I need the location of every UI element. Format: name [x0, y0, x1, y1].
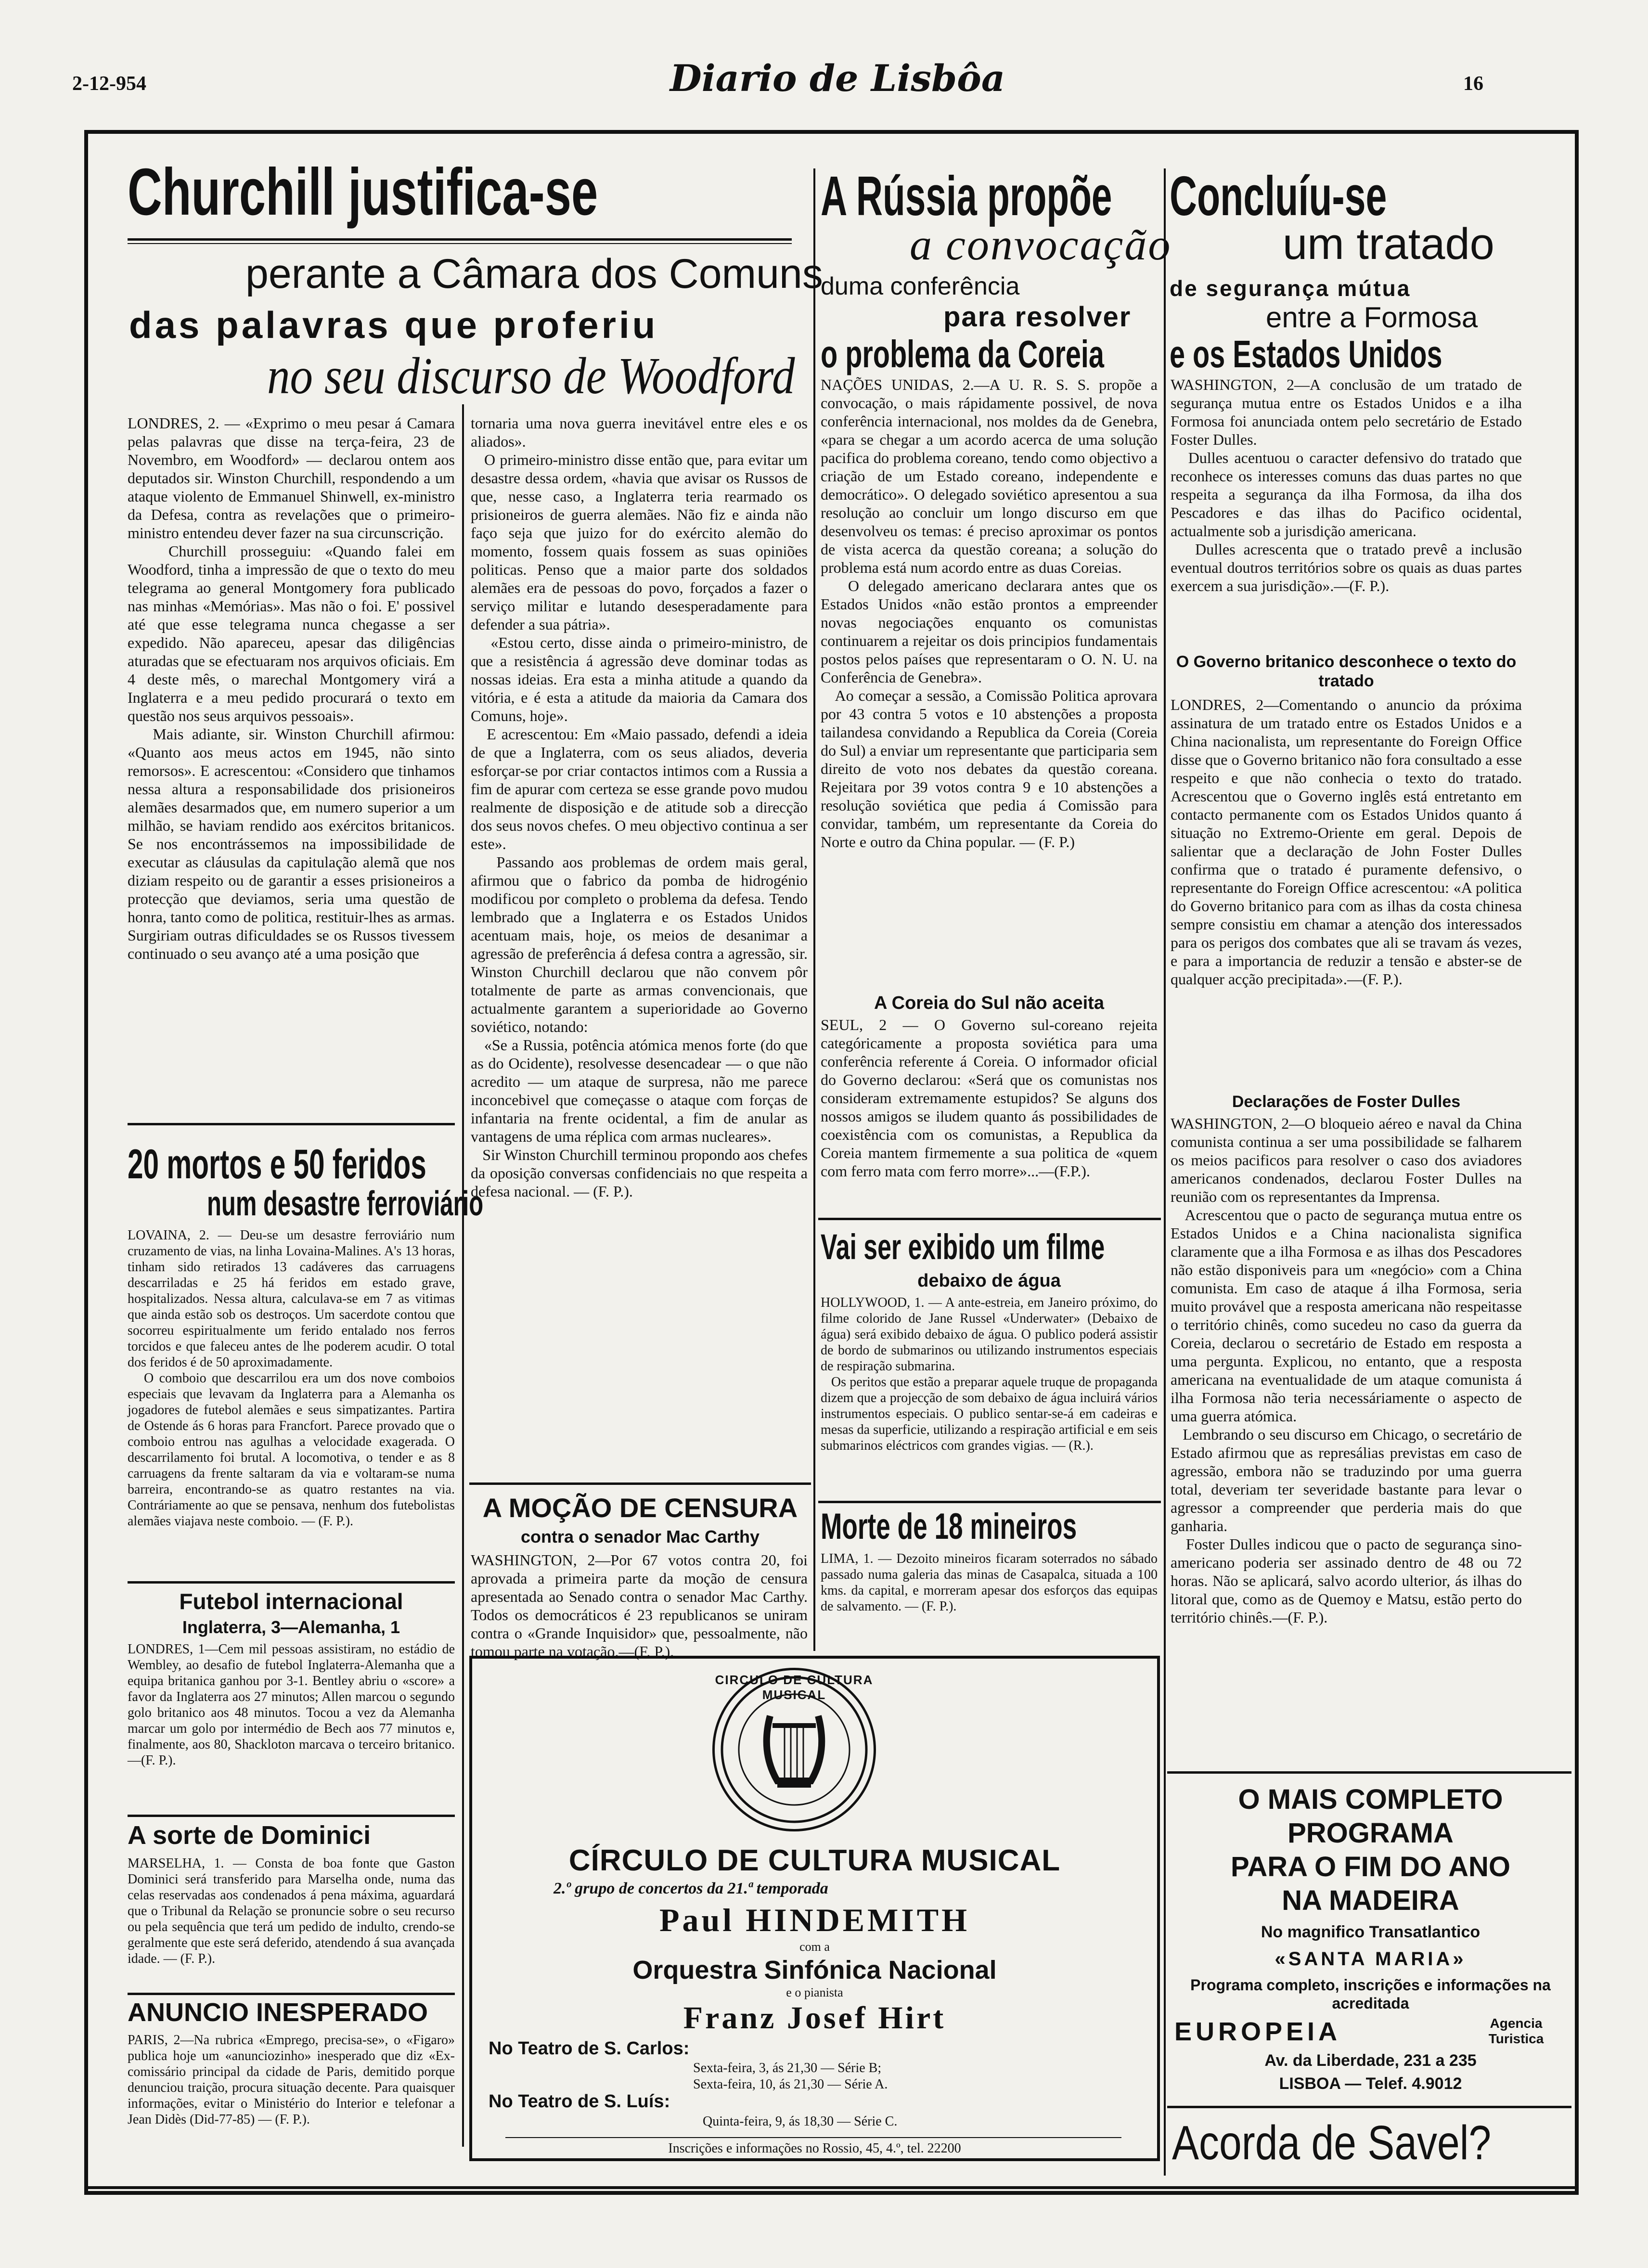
formosa-body: WASHINGTON, 2—A conclusão de um tratado de segurança mutua entre os Estados Unidos e a ilha Formosa foi anunciada ontem pelo secretário de Estado Foster Dulles. Dulles acentuou o caracter defensivo do tratado que reconhece os interesses comuns das duas partes no que respeita a segurança da ilha Formosa, da ilha dos Pescadores e das ilhas do Pacifico ocidental, actualmente sob a jurisdição americana. Dulles acrescenta que o tratado prevê a inclusão eventual doutros territórios sobre os quais as duas partes exercem a sua jurisdição».—(F. P.).	[1171, 376, 1522, 594]
section-rule	[128, 1123, 455, 1125]
section-rule	[1167, 1771, 1571, 1774]
churchill-headline: Churchill justifica-se	[128, 155, 598, 229]
section-rule	[818, 1218, 1161, 1220]
section-rule	[469, 1482, 811, 1485]
churchill-deck-1: perante a Câmara dos Comuns	[245, 251, 823, 297]
russia-deck-1: a convocação	[910, 220, 1172, 269]
football-headline: Futebol internacional	[179, 1589, 403, 1614]
formosa-headline: Concluíu-se	[1170, 165, 1387, 227]
ad-surprise-body: PARIS, 2—Na rubrica «Emprego, precisa-se», o «Figaro» publica hoje um «anunciozinho» inesperado que diz «Ex-comissário principal da cidade de Paris, demitido porque denunciou traição, procura situação decente. Para quaisquer informações, evitar o Ministério do Interior e telefonar a Jean Didès (Did-77-85) — (F. P.).	[128, 2033, 458, 2127]
section-rule	[128, 1815, 455, 1817]
churchill-column-2: tornaria uma nova guerra inevitável entre eles e os aliados». O primeiro-ministro disse então que, para evitar um desastre dessa ordem, «havia que avisar os Russos de que, nesse caso, a Inglaterra teria rearmado os prisioneiros de guerra alemães. Não fiz e ainda não faço seja que juizo for do exército alemão do momento, fossem quais fossem as suas opiniões politicas. Penso que a maior parte dos soldados alemães era de pessoas do povo, forçados a fazer o serviço militar e lutando desesperadamente para defender a sua pátria». «Estou certo, disse ainda o primeiro-ministro, de que a resistência á agressão deve dominar todas as nossas ideias. Era esta a minha atitude a quando da vitória, e é esta a atitude da maioria da Camara dos Comuns, hoje». E acrescentou: Em «Maio passado, defendi a ideia de que a Inglaterra, com os seus aliados, deveria esforçar-se por criar contactos intimos com a Russia a fim de apurar com certeza se esse grande povo mudou realmente de disposição e de atitude sob a direcção dos seus novos chefes. O meu objectivo continua a ser este». Passando aos problemas de ordem mais geral, afirmou que o fabrico da pomba de hidrogénio modificou por completo o problema da defesa. Tendo lembrado que a Inglaterra e os Estados Unidos acentuam mais, hoje, os meios de desanimar a agressão de preferência á defesa contra a agressão, sir. Winston Churchill declarou que não convem pôr totalmente de parte as armas convencionais, que actualmente garantem a superioridade ao Governo soviético, notando: «Se a Russia, potência atómica menos forte (do que as do Ocidente), resolvesse desencadear — o que não acredito — um ataque de surpresa, não me parece inconcebivel que começasse o ataque com forças de infantaria na frente ocidental, a fim de anular as vantagens de uma réplica com armas nucleares». Sir Winston Churchill terminou propondo aos chefes da oposição conversas confidenciais no que respeita a defesa nacional. — (F. P.).	[471, 414, 808, 1200]
concert-footer: Inscrições e informações no Rossio, 45, 4.º, tel. 22200	[668, 2141, 961, 2156]
venue-s-luis: No Teatro de S. Luís:	[489, 2091, 670, 2112]
concert-title: CÍRCULO DE CULTURA MUSICAL	[568, 1844, 1061, 1877]
section-rule	[1167, 2106, 1571, 2108]
uk-unaware-headline: O Governo britanico desconhece o texto do tratado	[1176, 653, 1517, 690]
madeira-line-7: Programa completo, inscrições e informações na acreditada	[1190, 1976, 1551, 2012]
censure-subhead: contra o senador Mac Carthy	[520, 1527, 760, 1546]
pianist-intro: e o pianista	[786, 1985, 843, 1999]
russia-deck-3: para resolver	[943, 301, 1132, 333]
dominici-body: MARSELHA, 1. — Consta de boa fonte que Gaston Dominici será transferido para Marselha onde, numa das celas reservadas aos condenados á pena máxima, aguardará que o Tribunal da Relação se pronuncie sobre o seu recurso ou pela sequência que terá um pedido de indulto, crendo-se geralmente que este será deferido, atendendo á sua avançada idade. — (F. P.).	[128, 1856, 458, 1966]
madeira-ship-name: «SANTA MARIA»	[1275, 1948, 1467, 1970]
issue-date: 2-12-954	[72, 73, 146, 95]
uk-unaware-body: LONDRES, 2—Comentando o anuncio da próxima assinatura de um tratado entre os Estados Unidos e a China nacionalista, um representante do Foreign Office disse que o Governo britanico não fora consultado a esse respeito e que não conhecia o texto do tratado. Acrescentou que o Governo inglês está entretanto em contacto permanente com os Estados Unidos quanto á situação no Extremo-Oriente em geral. Depois de salientar que a declaração de John Foster Dulles confirma que o tratado é puramente defensivo, o representante do Foreign Office acrescentou: «A politica do Governo britanico para com as ilhas da costa chinesa sempre consistiu em chamar a atenção dos interessados para os perigos dos combates que ali se travam ás vezes, e para a importancia de reduzir a tensão e abster-se de qualquer acção precipitada».—(F. P.).	[1171, 696, 1526, 988]
russia-deck-4: o problema da Coreia	[821, 333, 1104, 375]
madeira-line-4: NA MADEIRA	[1282, 1885, 1459, 1916]
headline-rule	[128, 238, 792, 241]
agency-brand: EUROPEIA	[1174, 2017, 1341, 2046]
agency-phone: LISBOA — Telef. 4.9012	[1279, 2075, 1462, 2093]
rail-headline-1: 20 mortos e 50 feridos	[128, 1141, 426, 1187]
page-number: 16	[1463, 73, 1483, 95]
madeira-line-5: No magnifico Transatlantico	[1261, 1923, 1481, 1941]
pianist-name: Franz Josef Hirt	[683, 2000, 946, 2036]
madeira-line-2: PROGRAMA	[1288, 1817, 1454, 1849]
football-body: LONDRES, 1—Cem mil pessoas assistiram, no estádio de Wembley, ao desafio de futebol Inglaterra-Alemanha que a equipa britanica ganhou por 3-1. Bentley abriu o «score» a favor da Inglaterra aos 27 minutos; Allen marcou o segundo golo britanico aos 48 minutos. Tocou a vez da Alemanha marcar um golo por intermédio de Bech aos 77 minutos e, finalmente, aos 80, Shackloton marcava o terceiro britanico.—(F. P.).	[128, 1642, 458, 1768]
dominici-headline: A sorte de Dominici	[128, 1821, 371, 1850]
section-rule	[818, 1501, 1161, 1503]
film-headline: Vai ser exibido um filme	[821, 1227, 1105, 1267]
miners-headline: Morte de 18 mineiros	[821, 1506, 1077, 1547]
column-divider-1	[462, 404, 464, 2147]
formosa-deck-2: de segurança mútua	[1170, 276, 1411, 301]
rail-body: LOVAINA, 2. — Deu-se um desastre ferroviário num cruzamento de vias, na linha Lovaina-Malines. A's 13 horas, tinham sido retirados 13 cadáveres das carruagens descarriladas e 25 há feridos em estado grave, hospitalizados. Nessa altura, calculava-se em 7 as vitimas que ainda estão sob os destroços. Um sacerdote contou que socorreu espiritualmente um ferido entalado nos ferros torcidos e que faleceu antes de lhe poderem acudir. O total dos feridos é de 50 aproximadamente. O comboio que descarrilou era um dos nove comboios especiais que levavam da Inglaterra para a Alemanha os jogadores de futebol alemães e seus simpatizantes. Partira de Ostende ás 6 horas para Francfort. Parece provado que o comboio entrou nas agulhas a velocidade exagerada. O descarrilamento foi brutal. A locomotiva, o tender e as 8 carruagens da frente saltaram da via e voltaram-se numa barreira, encontrando-se as quatro restantes na via. Contráriamente ao que se pensava, nenhum dos futebolistas alemães viajava neste comboio. — (F. P.).	[128, 1228, 455, 1529]
formosa-deck-1: um tratado	[1283, 219, 1494, 269]
session-line: Sexta-feira, 3, ás 21,30 — Série B;	[693, 2061, 882, 2075]
lyre-icon	[712, 1668, 876, 1831]
dulles-headline: Declarações de Foster Dulles	[1232, 1093, 1461, 1111]
ad-surprise-headline: ANUNCIO INESPERADO	[128, 1998, 428, 2027]
column-divider-3	[1164, 168, 1166, 2176]
dulles-body: WASHINGTON, 2—O bloqueio aéreo e naval da China comunista continua a ser uma possibilidade se falharem os meios pacificos para resolver o caso dos aviadores americanos condenados, declarou Foster Dulles na reunião com os representantes da Imprensa. Acrescentou que o pacto de segurança mutua entre os Estados Unidos e a China nacionalista significa claramente que a ilha Formosa e as ilhas dos Pescadores não estão disponiveis para um «negócio» com a China comunista. Em caso de ataque á ilha Formosa, seria muito provável que a resposta americana não respeitasse o território chinês, como sucedeu no caso da guerra da Coreia, declarou o secretário de Estado em resposta a uma pergunta. Explicou, no entanto, que a resposta americana na eventualidade de um ataque comunista á ilha Formosa não teria necessáriamente o aspecto de uma guerra atómica. Lembrando o seu discurso em Chicago, o secretário de Estado afirmou que as represálias previstas em caso de agressão, embora não se traduzindo por uma guerra total, deveriam ter severidade bastante para levar o agressor a compreender que perderia mais do que ganharia. Foster Dulles indicou que o pacto de segurança sino-americano poderia ser assinado dentro de 48 ou 72 horas. Não se aplicará, salvo acordo ulterior, ás ilhas do litoral que, como as de Quemoy e Matsu, estão perto do território chinês.—(F. P.).	[1171, 1115, 1522, 1626]
miners-body: LIMA, 1. — Dezoito mineiros ficaram soterrados no sábado passado numa galeria das minas de Casapalca, situada a 100 kms. da capital, e morreram apesar dos esforços das equipas de salvamento. — (F. P.).	[821, 1551, 1161, 1614]
headline-rule-thin	[128, 243, 792, 244]
concert-subtitle: 2.º grupo de concertos da 21.ª temporada	[554, 1880, 828, 1897]
agency-address: Av. da Liberdade, 231 a 235	[1264, 2051, 1477, 2070]
newspaper-masthead: Diario de Lisbôa	[670, 57, 1005, 100]
formosa-deck-3: entre a Formosa	[1266, 301, 1478, 334]
churchill-column-1: LONDRES, 2. — «Exprimo o meu pesar á Camara pelas palavras que disse na terça-feira, 23 de Novembro, em Woodford» — declarou ontem aos deputados sir. Winston Churchill, respondendo a um ataque violento de Emmanuel Shinwell, ex-ministro da Defesa, contra as revelações que o primeiro-ministro entendeu dever fazer na sua circunscrição. Churchill prosseguiu: «Quando falei em Woodford, tinha a impressão de que o texto do meu telegrama ao general Montgomery fora publicado nas minhas «Memórias». Mas não o foi. E' possivel até que esse telegrama nunca chegasse a ser expedido. Não apareceu, apesar das diligências aturadas que se efectuaram nos arquivos oficiais. Em 4 deste mês, o marechal Montgomery virá a Inglaterra e a meu pedido procurará o texto em questão nos seus arquivos pessoais». Mais adiante, sir. Winston Churchill afirmou: «Quanto aos meus actos em 1945, não sinto remorsos». E acrescentou: «Considero que tinhamos nessa altura a responsabilidade dos prisioneiros alemães desarmados que, em numero superior a um milhão, se haviam rendido aos exércitos britanicos. Se nos encontrássemos na impossibilidade de executar as cláusulas da capitulação alemã que nos diziam respeito ou de garantir a esses prisioneiros a protecção que deviamos, seria uma questão de honra, tanto como de politica, restituir-lhes as armas. Surgiriam outras dificuldades se os Russos tivessem continuado o seu avanço até a uma posição que	[128, 414, 455, 962]
section-rule	[128, 1993, 455, 1995]
concert-with: com a	[799, 1940, 830, 1954]
churchill-deck-3: no seu discurso de Woodford	[267, 348, 795, 405]
madeira-line-3: PARA O FIM DO ANO	[1230, 1851, 1511, 1882]
venue-s-carlos: No Teatro de S. Carlos:	[489, 2038, 690, 2059]
censure-body: WASHINGTON, 2—Por 67 votos contra 20, foi aprovada a primeira parte da moção de censura apresentada ao Senado contra o senador Mac Carthy. Todos os democráticos é 23 republicanos se uniram contra o «Grande Inquisidor» que, pessoalmente, não tomou parte na votação.—(F. P.).	[471, 1551, 811, 1660]
russia-body: NAÇÕES UNIDAS, 2.—A U. R. S. S. propõe a convocação, o mais rápidamente possivel, de nova conferência internacional, nos moldes da de Genebra, «para se chegar a um acordo acerca de uma solução pacifica do problema coreano, tendo como objectivo a criação de um Estado coreano, independente e democrático». O delegado soviético apresentou a sua resolução ao concluir um longo discurso em que desenvolveu os temas: é preciso aproximar os pontos de vista acerca da questão coreana; a solução do problema está num acordo entre as duas Coreias. O delegado americano declarara antes que os Estados Unidos «não estão prontos a empreender novas negociações enquanto os comunistas continuarem a rejeitar os dois principios fundamentais postos pelos países que representaram o O. N. U. na Conferência de Genebra». Ao começar a sessão, a Comissão Politica aprovara por 43 contra 5 votos e 10 abstenções a proposta tailandesa convidando a Republica da Coreia (Coreia do Sul) a enviar um representante que participaria sem direito de voto nos debates da questão coreana. Rejeitara por 39 votos contra 9 e 10 abstenções a resolução soviética que pedia á Comissão para convidar, também, um representante da Coreia do Norte e outro da China popular. — (F. P.)	[821, 376, 1158, 850]
rail-headline-2: num desastre ferroviário	[207, 1185, 484, 1223]
madeira-line-1: O MAIS COMPLETO	[1238, 1784, 1503, 1815]
russia-deck-2: duma conferência	[821, 272, 1020, 300]
section-rule	[128, 1581, 455, 1584]
venue-s-carlos-dates	[693, 2060, 888, 2093]
savel-teaser: Acorda de Savel?	[1172, 2116, 1492, 2170]
bottom-rule	[88, 2186, 1578, 2189]
russia-headline: A Rússia propõe	[821, 165, 1112, 227]
formosa-deck-4: e os Estados Unidos	[1170, 333, 1442, 375]
ad-rule	[505, 2137, 1121, 2138]
column-divider-2	[813, 168, 815, 1651]
south-korea-body: SEUL, 2 — O Governo sul-coreano rejeita categóricamente a proposta soviética para uma conferência referente á Coreia. O informador oficial do Governo declarou: «Será que os comunistas nos consideram extremamente estupidos? Se alguns dos nossos amigos se iludem quanto ás possibilidades de coexistência com os comunistas, a Republica da Coreia mantem firmemente a sua politica de «quem com ferro mata com ferro morre»...—(F.P.).	[821, 1016, 1161, 1180]
conductor-name: Paul HINDEMITH	[659, 1902, 970, 1938]
film-subhead: debaixo de água	[917, 1271, 1061, 1291]
venue-s-luis-date: Quinta-feira, 9, ás 18,30 — Série C.	[703, 2114, 898, 2129]
session-line: Sexta-feira, 10, ás 21,30 — Série A.	[693, 2077, 888, 2092]
agency-brand-sub: Agencia Turistica	[1488, 2016, 1544, 2046]
football-subhead: Inglaterra, 3—Alemanha, 1	[182, 1617, 400, 1637]
south-korea-headline: A Coreia do Sul não aceita	[874, 993, 1104, 1013]
seal-text: CIRCULO DE CULTURA MUSICAL	[715, 1673, 874, 1702]
film-body: HOLLYWOOD, 1. — A ante-estreia, em Janeiro próximo, do filme colorido de Jane Russel «Underwater» (Debaixo de água) será exibido debaixo de água. O publico poderá assistir de bordo de submarinos ou utilizando instrumentos especiais de respiração submarina. Os peritos que estão a preparar aquele truque de propaganda dizem que a projecção de som debaixo de água incluirá vários instrumentos especiais. O publico sentar-se-á em cadeiras e mesas da superficie, utilizando a respiração artificial e em seis submarinos eléctricos com grandes vigias. — (R.).	[821, 1295, 1158, 1453]
churchill-deck-2: das palavras que proferiu	[129, 304, 658, 346]
orchestra-name: Orquestra Sinfónica Nacional	[632, 1956, 997, 1984]
censure-headline: A MOÇÃO DE CENSURA	[482, 1493, 798, 1523]
